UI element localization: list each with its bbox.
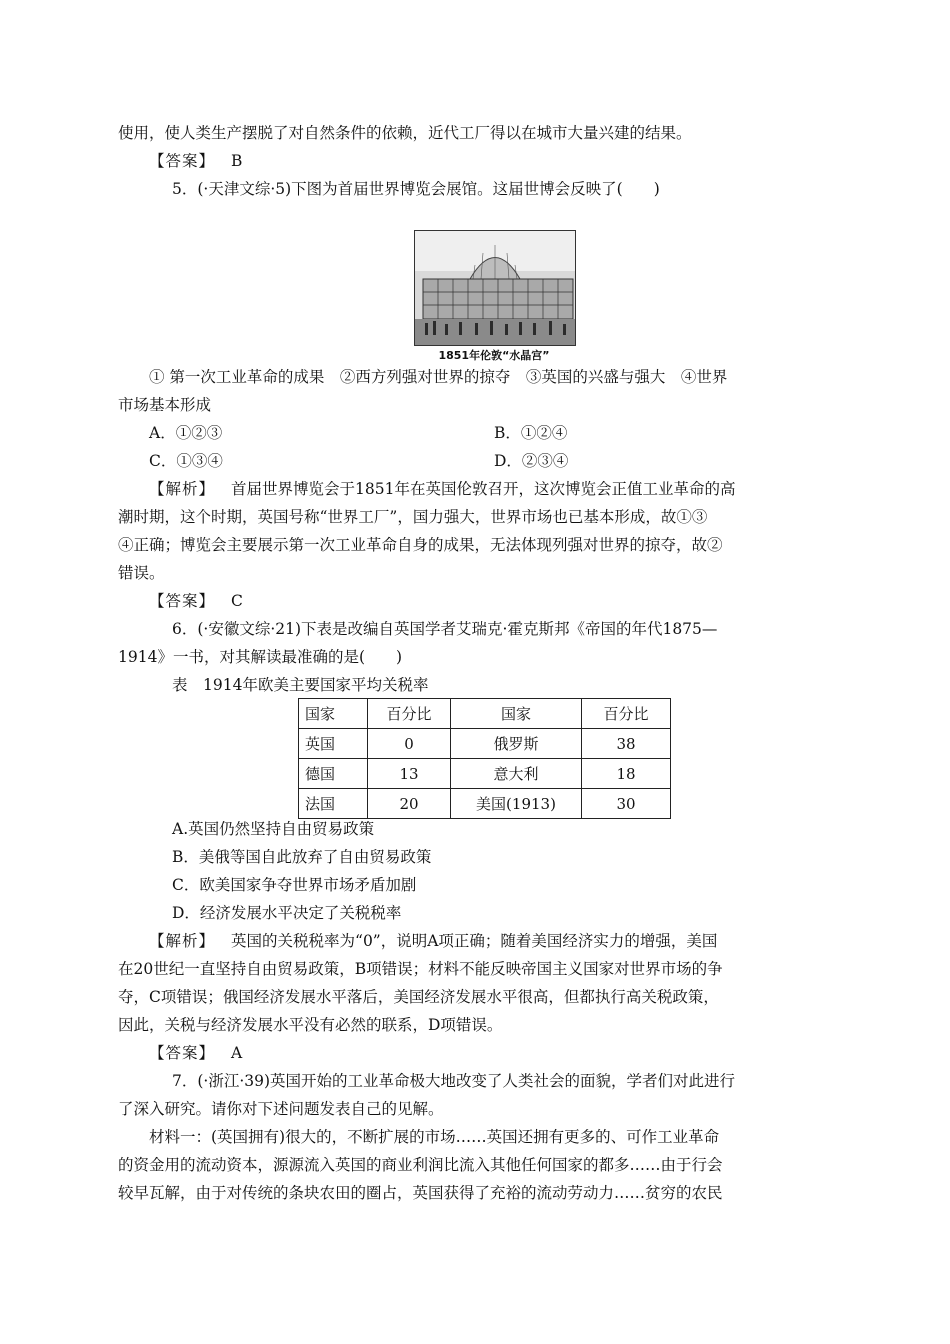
question-7: 7．(·浙江·39)英国开始的工业革命极大地改变了人类社会的面貌，学者们对此进行 [172, 1072, 736, 1090]
crystal-palace-illustration [415, 231, 575, 345]
table-cell: 0 [368, 729, 451, 759]
table-cell: 俄罗斯 [451, 729, 582, 759]
answer-value: B [231, 152, 243, 170]
option-a: A．①②③ [149, 424, 223, 442]
question-5-items: ① 第一次工业革命的成果 ②西方列强对世界的掠夺 ③英国的兴盛与强大 ④世界 [149, 368, 728, 386]
table-cell: 美国(1913) [451, 789, 582, 819]
option-c: C．①③④ [149, 452, 223, 470]
option-b: B．①②④ [494, 424, 568, 442]
answer-tag: 【答案】 [149, 152, 216, 170]
explanation-line: 潮时期，这个时期，英国号称“世界工厂”，国力强大，世界市场也已基本形成，故①③ [118, 508, 708, 526]
table-cell: 法国 [299, 789, 368, 819]
table-cell: 20 [368, 789, 451, 819]
answer-tag: 【答案】 [149, 1044, 216, 1062]
table-cell: 英国 [299, 729, 368, 759]
table-cell: 13 [368, 759, 451, 789]
explanation-line: 错误。 [118, 564, 165, 582]
paragraph-line: 使用，使人类生产摆脱了对自然条件的依赖，近代工厂得以在城市大量兴建的结果。 [118, 124, 692, 142]
question-6: 6．(·安徽文综·21)下表是改编自英国学者艾瑞克·霍克斯邦《帝国的年代1875— [172, 620, 718, 638]
table-header-row [299, 699, 671, 729]
material-line: 的资金用的流动资本，源源流入英国的商业利润比流入其他任何国家的都多……由于行会 [118, 1156, 723, 1174]
question-7-cont: 了深入研究。请你对下述问题发表自己的见解。 [118, 1100, 444, 1118]
table-header-cell: 国家 [451, 699, 582, 729]
table-header-cell: 国家 [299, 699, 368, 729]
table-row [299, 759, 671, 789]
crystal-palace-image [414, 230, 576, 346]
answer-value: C [231, 592, 243, 610]
material-line: 较早瓦解，由于对传统的条块农田的圈占，英国获得了充裕的流动劳动力……贫穷的农民 [118, 1184, 723, 1202]
table-cell: 18 [582, 759, 671, 789]
answer-value: A [231, 1044, 243, 1062]
option-row [149, 450, 569, 472]
explanation-text: 首届世界博览会于1851年在英国伦敦召开，这次博览会正值工业革命的高 [231, 480, 736, 498]
figure-caption: 1851年伦敦“水晶宫” [438, 349, 550, 362]
table-header-cell: 百分比 [582, 699, 671, 729]
question-5-items-cont: 市场基本形成 [118, 396, 212, 414]
option-b: B．美俄等国自此放弃了自由贸易政策 [172, 848, 432, 866]
tariff-table [298, 698, 671, 819]
explanation-line: 因此，关税与经济发展水平没有必然的联系，D项错误。 [118, 1016, 503, 1034]
answer-line [149, 590, 243, 612]
table-cell: 德国 [299, 759, 368, 789]
answer-line [149, 1042, 242, 1064]
option-row [149, 422, 568, 444]
answer-tag: 【答案】 [149, 592, 216, 610]
question-6-cont: 1914》一书，对其解读最准确的是( ) [118, 648, 403, 666]
table-row [299, 789, 671, 819]
table-cell: 意大利 [451, 759, 582, 789]
explanation-line [149, 478, 735, 500]
table-cell: 30 [582, 789, 671, 819]
table-row [299, 729, 671, 759]
table-title: 表 1914年欧美主要国家平均关税率 [172, 676, 429, 694]
option-d: D．②③④ [494, 452, 569, 470]
explanation-line [149, 930, 717, 952]
material-line: 材料一：(英国拥有)很大的，不断扩展的市场……英国还拥有更多的、可作工业革命 [149, 1128, 720, 1146]
table-header-cell: 百分比 [368, 699, 451, 729]
explanation-tag: 【解析】 [149, 932, 216, 950]
table-cell: 38 [582, 729, 671, 759]
explanation-text: 英国的关税税率为“0”，说明A项正确；随着美国经济实力的增强，美国 [231, 932, 718, 950]
answer-line [149, 150, 242, 172]
option-c: C．欧美国家争夺世界市场矛盾加剧 [172, 876, 417, 894]
option-a: A.英国仍然坚持自由贸易政策 [172, 820, 375, 838]
explanation-tag: 【解析】 [149, 480, 216, 498]
explanation-line: 夺，C项错误；俄国经济发展水平落后，美国经济发展水平很高，但都执行高关税政策， [118, 988, 719, 1006]
explanation-line: 在20世纪一直坚持自由贸易政策，B项错误；材料不能反映帝国主义国家对世界市场的争 [118, 960, 723, 978]
option-d: D．经济发展水平决定了关税税率 [172, 904, 402, 922]
question-5: 5．(·天津文综·5)下图为首届世界博览会展馆。这届世博会反映了( ) [172, 180, 660, 198]
explanation-line: ④正确；博览会主要展示第一次工业革命自身的成果，无法体现列强对世界的掠夺，故② [118, 536, 723, 554]
